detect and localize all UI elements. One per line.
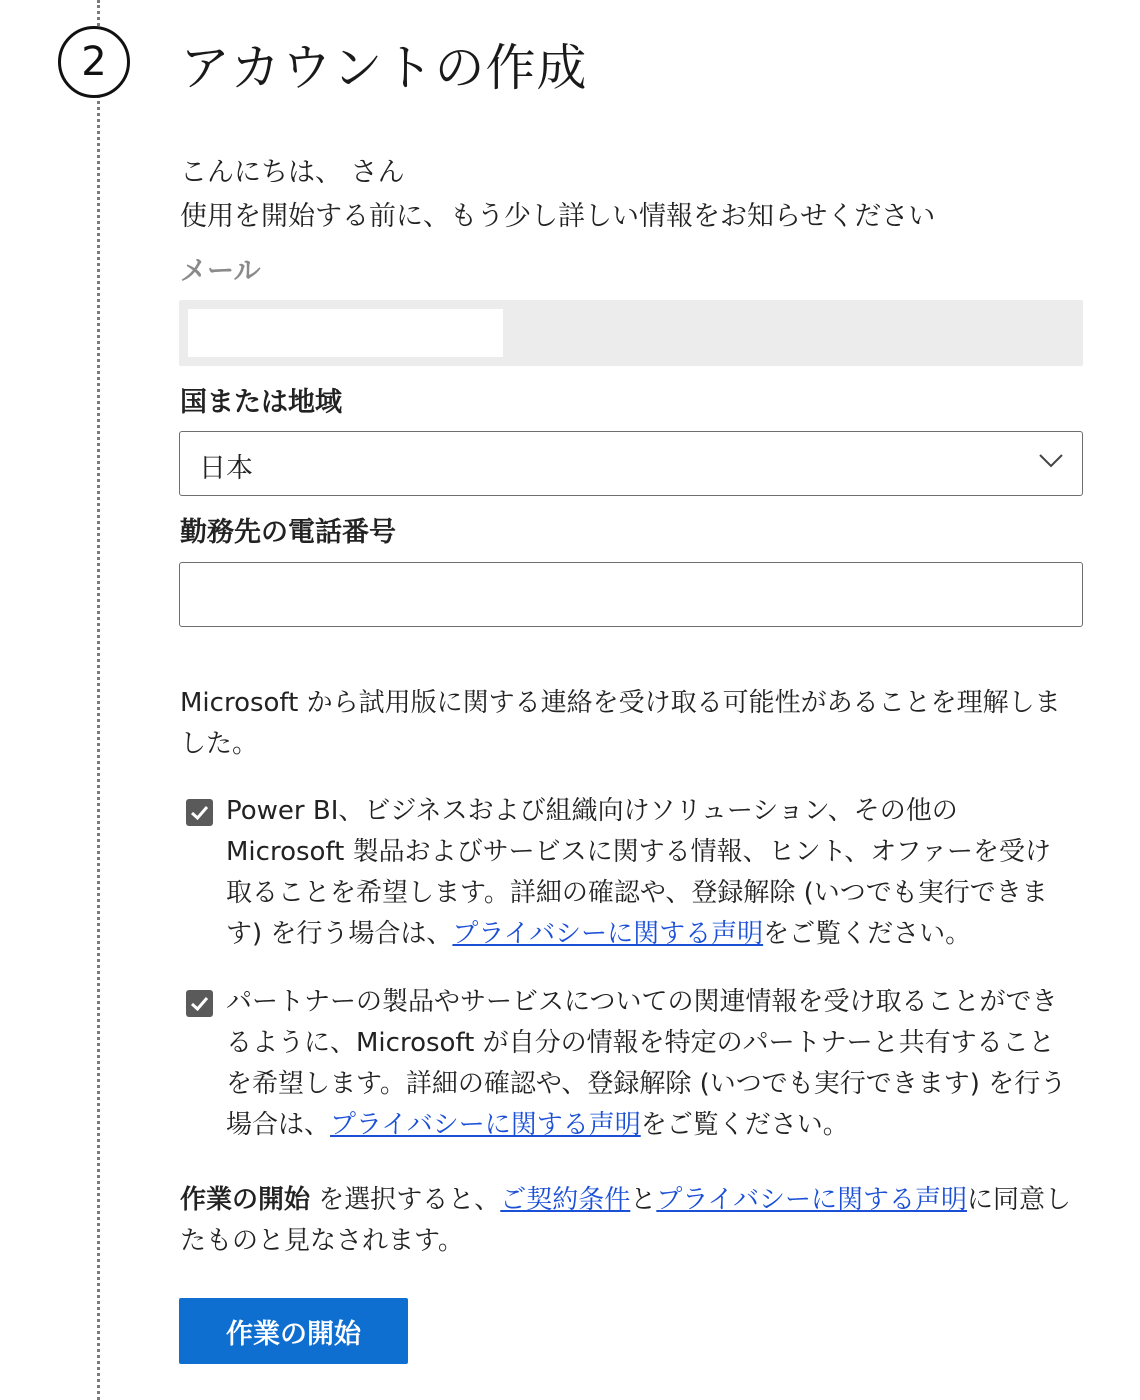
terms-bold-label: 作業の開始 (180, 1185, 311, 1215)
terms-notice (180, 1180, 1080, 1262)
privacy-statement-link[interactable]: プライバシーに関する声明 (656, 1185, 968, 1215)
terms-link[interactable]: ご契約条件 (500, 1185, 631, 1215)
checkmark-icon (189, 993, 210, 1014)
email-field[interactable] (188, 309, 503, 357)
terms-text-1: を選択すると、 (310, 1185, 501, 1215)
marketing-consent-text (226, 791, 1076, 955)
country-selected-value: 日本 (199, 453, 253, 484)
privacy-statement-link[interactable]: プライバシーに関する声明 (452, 919, 764, 949)
terms-text-3: に同意したものと見なされます。 (180, 1185, 1072, 1256)
chevron-down-icon (1038, 450, 1064, 470)
phone-field[interactable] (179, 562, 1083, 627)
email-field-container (179, 300, 1083, 366)
partner-consent-checkbox[interactable] (186, 990, 213, 1017)
partner-consent-text-before: パートナーの製品やサービスについての関連情報を受け取ることができるように、Microsoft が自分の情報を特定のパートナーと共有することを希望します。詳細の確認や、登録解除 (いつでも実行できます) を行う場合は、 (226, 987, 1067, 1140)
step-connector-line (97, 0, 100, 1400)
country-select[interactable] (179, 431, 1083, 496)
country-label: 国または地域 (180, 387, 342, 418)
partner-consent-text (226, 982, 1076, 1146)
marketing-consent-text-before: Power BI、ビジネスおよび組織向けソリューション、その他の Microsoft 製品およびサービスに関する情報、ヒント、オファーを受け取ることを希望します。詳細の確認や、登録解除 (いつでも実行できます) を行う場合は、 (226, 796, 1051, 949)
step-number: 2 (81, 39, 107, 85)
start-button[interactable]: 作業の開始 (179, 1298, 408, 1364)
step-number-badge (58, 26, 130, 98)
email-label: メール (180, 256, 261, 287)
greeting-subtitle: 使用を開始する前に、もう少し詳しい情報をお知らせください (180, 201, 936, 232)
checkmark-icon (189, 802, 210, 823)
page-title: アカウントの作成 (180, 39, 588, 97)
partner-consent-text-after: をご覧ください。 (640, 1110, 849, 1140)
greeting-line: こんにちは、 さん (180, 157, 405, 188)
terms-text-2: と (630, 1185, 657, 1215)
marketing-consent-text-after: をご覧ください。 (763, 919, 972, 949)
phone-label: 勤務先の電話番号 (180, 517, 396, 548)
contact-notice: Microsoft から試用版に関する連絡を受け取る可能性があることを理解しました。 (180, 688, 1061, 759)
privacy-statement-link[interactable]: プライバシーに関する声明 (330, 1110, 641, 1140)
marketing-consent-checkbox[interactable] (186, 799, 213, 826)
